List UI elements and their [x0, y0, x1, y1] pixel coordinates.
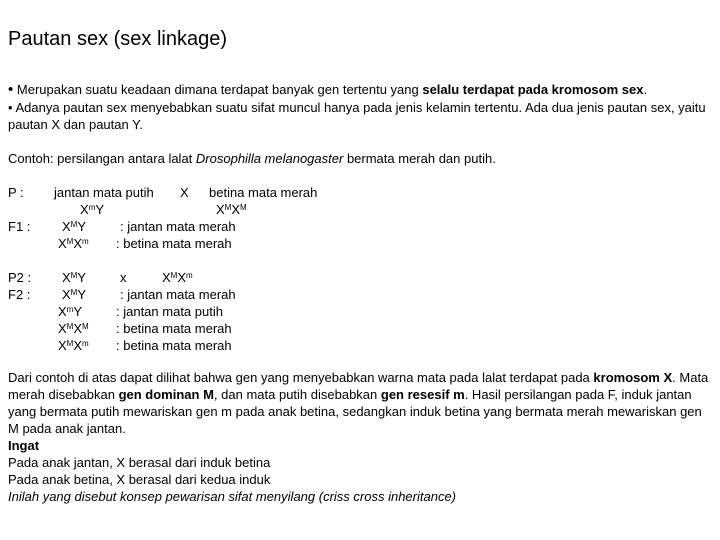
- note-line-2: Pada anak betina, X berasal dari kedua induk: [8, 472, 271, 487]
- p2-female-genotype: $X^MX^m$: [162, 270, 193, 285]
- f2-desc-4: : betina mata merah: [116, 338, 232, 353]
- f2-genotype-2: $X^mY$: [58, 304, 83, 319]
- bullet-1-bold: selalu terdapat pada kromosom sex: [422, 82, 644, 97]
- example-prefix: Contoh: persilangan antara lalat: [8, 151, 196, 166]
- conclusion-paragraph: Dari contoh di atas dapat dilihat bahwa gen yang menyebabkan warna mata pada lalat terdapat pada kromosom X. Mata merah disebabkan gen dominan M, dan mata putih disebabkan gen resesif m. Hasil persilangan pada F, induk jantan yang bermata putih mewariskan gen m pada anak betina, sedangkan induk betina yang bermata merah mewariskan gen M pada anak jantan.: [8, 370, 709, 436]
- ingat-heading: Ingat: [8, 438, 40, 453]
- bullet-mark: •: [8, 81, 14, 98]
- p-label: P :: [8, 185, 24, 200]
- gen-dominan-bold: gen dominan M: [118, 387, 214, 402]
- p-male-genotype: $X^mY$: [80, 202, 105, 217]
- bullet-1-text: Merupakan suatu keadaan dimana terdapat banyak gen tertentu yang: [16, 82, 423, 97]
- gen-resesif-bold: gen resesif m: [380, 387, 465, 402]
- f2-desc-2: : jantan mata putih: [116, 304, 223, 319]
- conclusion: [8, 369, 716, 505]
- bullet-1-end: .: [643, 82, 648, 97]
- page-title: Pautan sex (sex linkage): [8, 28, 228, 50]
- f1-desc-2: : betina mata merah: [116, 236, 232, 251]
- f2-genotype-1: $X^MY$: [62, 287, 87, 302]
- note-line-1: Pada anak jantan, X berasal dari induk betina: [8, 455, 271, 470]
- kromosom-x-bold: kromosom X: [593, 370, 673, 385]
- f2-desc-3: : betina mata merah: [116, 321, 232, 336]
- p-male-desc: jantan mata putih: [54, 185, 154, 200]
- p-female-desc: betina mata merah: [209, 185, 318, 200]
- f1-desc-1: : jantan mata merah: [120, 219, 236, 234]
- p2-male-genotype: $X^MY$: [62, 270, 87, 285]
- species-name: Drosophilla melanogaster: [195, 151, 344, 166]
- p-female-genotype: $X^MX^M$: [216, 202, 247, 217]
- f1-label: F1 :: [8, 219, 31, 234]
- example-suffix: bermata merah dan putih.: [343, 151, 496, 166]
- bullet-mark: •: [8, 100, 13, 115]
- bullet-1: [8, 82, 714, 99]
- f2-genotype-4: $X^MX^m$: [58, 338, 89, 353]
- p2-label: P2 :: [8, 270, 32, 285]
- note-line-3: Inilah yang disebut konsep pewarisan sifat menyilang (criss cross inheritance): [8, 489, 456, 504]
- f2-label: F2 :: [8, 287, 31, 302]
- p-cross-symbol: X: [180, 185, 189, 200]
- f1-genotype-2: $X^MX^m$: [58, 236, 89, 251]
- bullet-2-text: Adanya pautan sex menyebabkan suatu sifat muncul hanya pada jenis kelamin tertentu. Ada dua jenis pautan sex, yaitu pautan X dan pautan Y.: [8, 100, 706, 132]
- bullet-2: [8, 100, 714, 133]
- example-line: [8, 151, 714, 168]
- f1-genotype-1: $X^MY$: [62, 219, 87, 234]
- f2-desc-1: : jantan mata merah: [120, 287, 236, 302]
- p2-cross-symbol: x: [120, 270, 127, 285]
- f2-genotype-3: $X^MX^M$: [58, 321, 89, 336]
